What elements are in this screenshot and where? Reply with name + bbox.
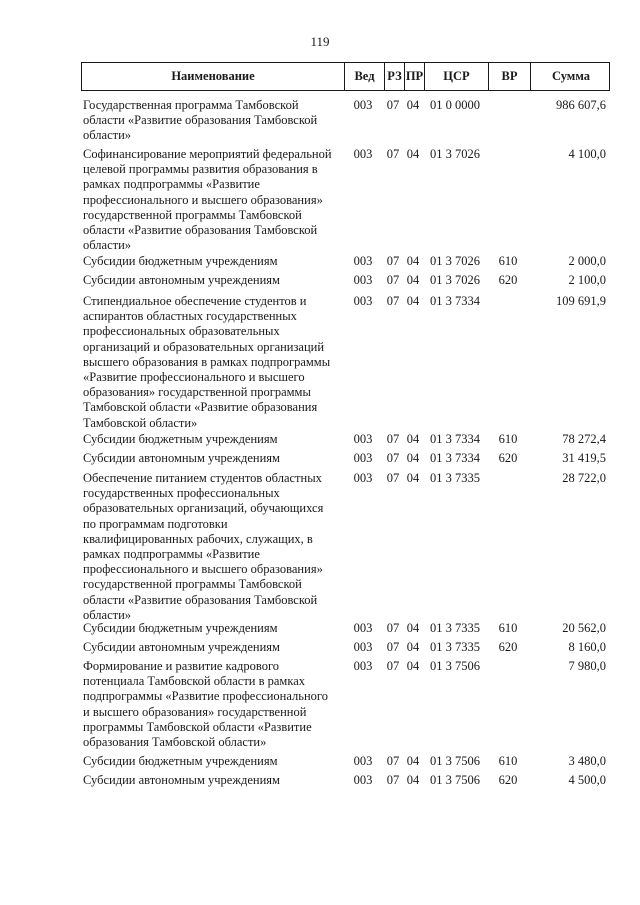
row-ved: 003 <box>353 432 373 446</box>
row-sum: 31 419,5 <box>562 451 606 465</box>
row-name: Субсидии бюджетным учреждениям <box>83 754 278 768</box>
row-vr: 610 <box>498 754 518 768</box>
row-csr: 01 3 7335 <box>430 640 480 654</box>
row-pr: 04 <box>406 451 420 465</box>
row-vr: 620 <box>498 273 518 287</box>
row-vr: 610 <box>498 621 518 635</box>
row-ved: 003 <box>353 754 373 768</box>
row-pr: 04 <box>406 432 420 446</box>
header-vr: ВР <box>488 63 530 90</box>
row-vr: 620 <box>498 451 518 465</box>
row-sum: 4 100,0 <box>568 147 606 161</box>
row-pr: 04 <box>406 147 420 161</box>
header-sum: Сумма <box>530 63 611 90</box>
row-pr: 04 <box>406 659 420 673</box>
header-rz: РЗ <box>384 63 404 90</box>
row-pr: 04 <box>406 773 420 787</box>
row-csr: 01 3 7335 <box>430 621 480 635</box>
row-csr: 01 3 7334 <box>430 432 480 446</box>
header-pr: ПР <box>404 63 424 90</box>
row-sum: 4 500,0 <box>568 773 606 787</box>
row-ved: 003 <box>353 254 373 268</box>
row-csr: 01 3 7506 <box>430 773 480 787</box>
row-pr: 04 <box>406 98 420 112</box>
row-csr: 01 3 7026 <box>430 273 480 287</box>
row-vr: 610 <box>498 254 518 268</box>
row-rz: 07 <box>386 471 400 485</box>
row-rz: 07 <box>386 254 400 268</box>
page-number: 119 <box>310 34 330 49</box>
row-sum: 7 980,0 <box>568 659 606 673</box>
row-ved: 003 <box>353 471 373 485</box>
row-vr: 610 <box>498 432 518 446</box>
row-csr: 01 3 7506 <box>430 659 480 673</box>
row-pr: 04 <box>406 621 420 635</box>
row-sum: 2 000,0 <box>568 254 606 268</box>
row-rz: 07 <box>386 640 400 654</box>
row-name: Субсидии автономным учреждениям <box>83 640 280 654</box>
row-name: Государственная программа Тамбовской области «Развитие образования Тамбовской области» <box>83 98 318 143</box>
row-name: Субсидии бюджетным учреждениям <box>83 621 278 635</box>
row-name: Софинансирование мероприятий федеральной целевой программы развития образования в рамках подпрограммы «Развитие профессионального и высшего образования» государственной программы Тамбовской области «Развитие образования Тамбовской области» <box>83 147 332 253</box>
row-sum: 986 607,6 <box>556 98 606 112</box>
row-rz: 07 <box>386 754 400 768</box>
row-rz: 07 <box>386 273 400 287</box>
row-pr: 04 <box>406 640 420 654</box>
row-pr: 04 <box>406 294 420 308</box>
row-ved: 003 <box>353 640 373 654</box>
row-name: Субсидии автономным учреждениям <box>83 451 280 465</box>
row-rz: 07 <box>386 98 400 112</box>
header-csr: ЦСР <box>424 63 488 90</box>
row-name: Формирование и развитие кадрового потенциала Тамбовской области в рамках подпрограммы «Развитие профессионального и высшего образования» государственной программы Тамбовской области «Развитие образования Тамбовской области» <box>83 659 328 750</box>
row-vr: 620 <box>498 640 518 654</box>
row-pr: 04 <box>406 254 420 268</box>
row-csr: 01 0 0000 <box>430 98 480 112</box>
row-csr: 01 3 7334 <box>430 294 480 308</box>
row-pr: 04 <box>406 471 420 485</box>
row-sum: 20 562,0 <box>562 621 606 635</box>
row-csr: 01 3 7335 <box>430 471 480 485</box>
row-csr: 01 3 7506 <box>430 754 480 768</box>
row-rz: 07 <box>386 659 400 673</box>
row-rz: 07 <box>386 294 400 308</box>
row-name: Субсидии бюджетным учреждениям <box>83 254 278 268</box>
row-csr: 01 3 7026 <box>430 254 480 268</box>
row-sum: 78 272,4 <box>562 432 606 446</box>
row-sum: 8 160,0 <box>568 640 606 654</box>
row-name: Субсидии бюджетным учреждениям <box>83 432 278 446</box>
row-ved: 003 <box>353 98 373 112</box>
row-vr: 620 <box>498 773 518 787</box>
row-sum: 2 100,0 <box>568 273 606 287</box>
row-name: Обеспечение питанием студентов областных государственных профессиональных образовательных организаций, обучающихся по программам подготовки квалифицированных рабочих, служащих, в рамках подпрограммы «Развитие профессионального и высшего образования» государственной программы Тамбовской области «Развитие образования Тамбовской области» <box>83 471 324 622</box>
row-ved: 003 <box>353 451 373 465</box>
row-rz: 07 <box>386 147 400 161</box>
row-csr: 01 3 7026 <box>430 147 480 161</box>
row-csr: 01 3 7334 <box>430 451 480 465</box>
row-ved: 003 <box>353 659 373 673</box>
row-sum: 109 691,9 <box>556 294 606 308</box>
row-ved: 003 <box>353 294 373 308</box>
row-pr: 04 <box>406 754 420 768</box>
row-name: Субсидии автономным учреждениям <box>83 273 280 287</box>
row-rz: 07 <box>386 432 400 446</box>
row-pr: 04 <box>406 273 420 287</box>
header-name: Наименование <box>171 69 255 83</box>
row-ved: 003 <box>353 773 373 787</box>
row-sum: 3 480,0 <box>568 754 606 768</box>
row-ved: 003 <box>353 147 373 161</box>
row-rz: 07 <box>386 773 400 787</box>
header-ved: Вед <box>344 63 384 90</box>
row-name: Субсидии автономным учреждениям <box>83 773 280 787</box>
budget-table <box>81 62 610 787</box>
row-name: Стипендиальное обеспечение студентов и аспирантов областных государственных профессиональных образовательных организаций и образовательных организаций высшего образования в рамках подпрограммы «Развитие профессионального и высшего образования» государственной программы Тамбовской области «Развитие образования Тамбовской области» <box>83 294 331 430</box>
row-rz: 07 <box>386 451 400 465</box>
row-sum: 28 722,0 <box>562 471 606 485</box>
row-rz: 07 <box>386 621 400 635</box>
row-ved: 003 <box>353 621 373 635</box>
table-header <box>81 62 610 91</box>
row-ved: 003 <box>353 273 373 287</box>
